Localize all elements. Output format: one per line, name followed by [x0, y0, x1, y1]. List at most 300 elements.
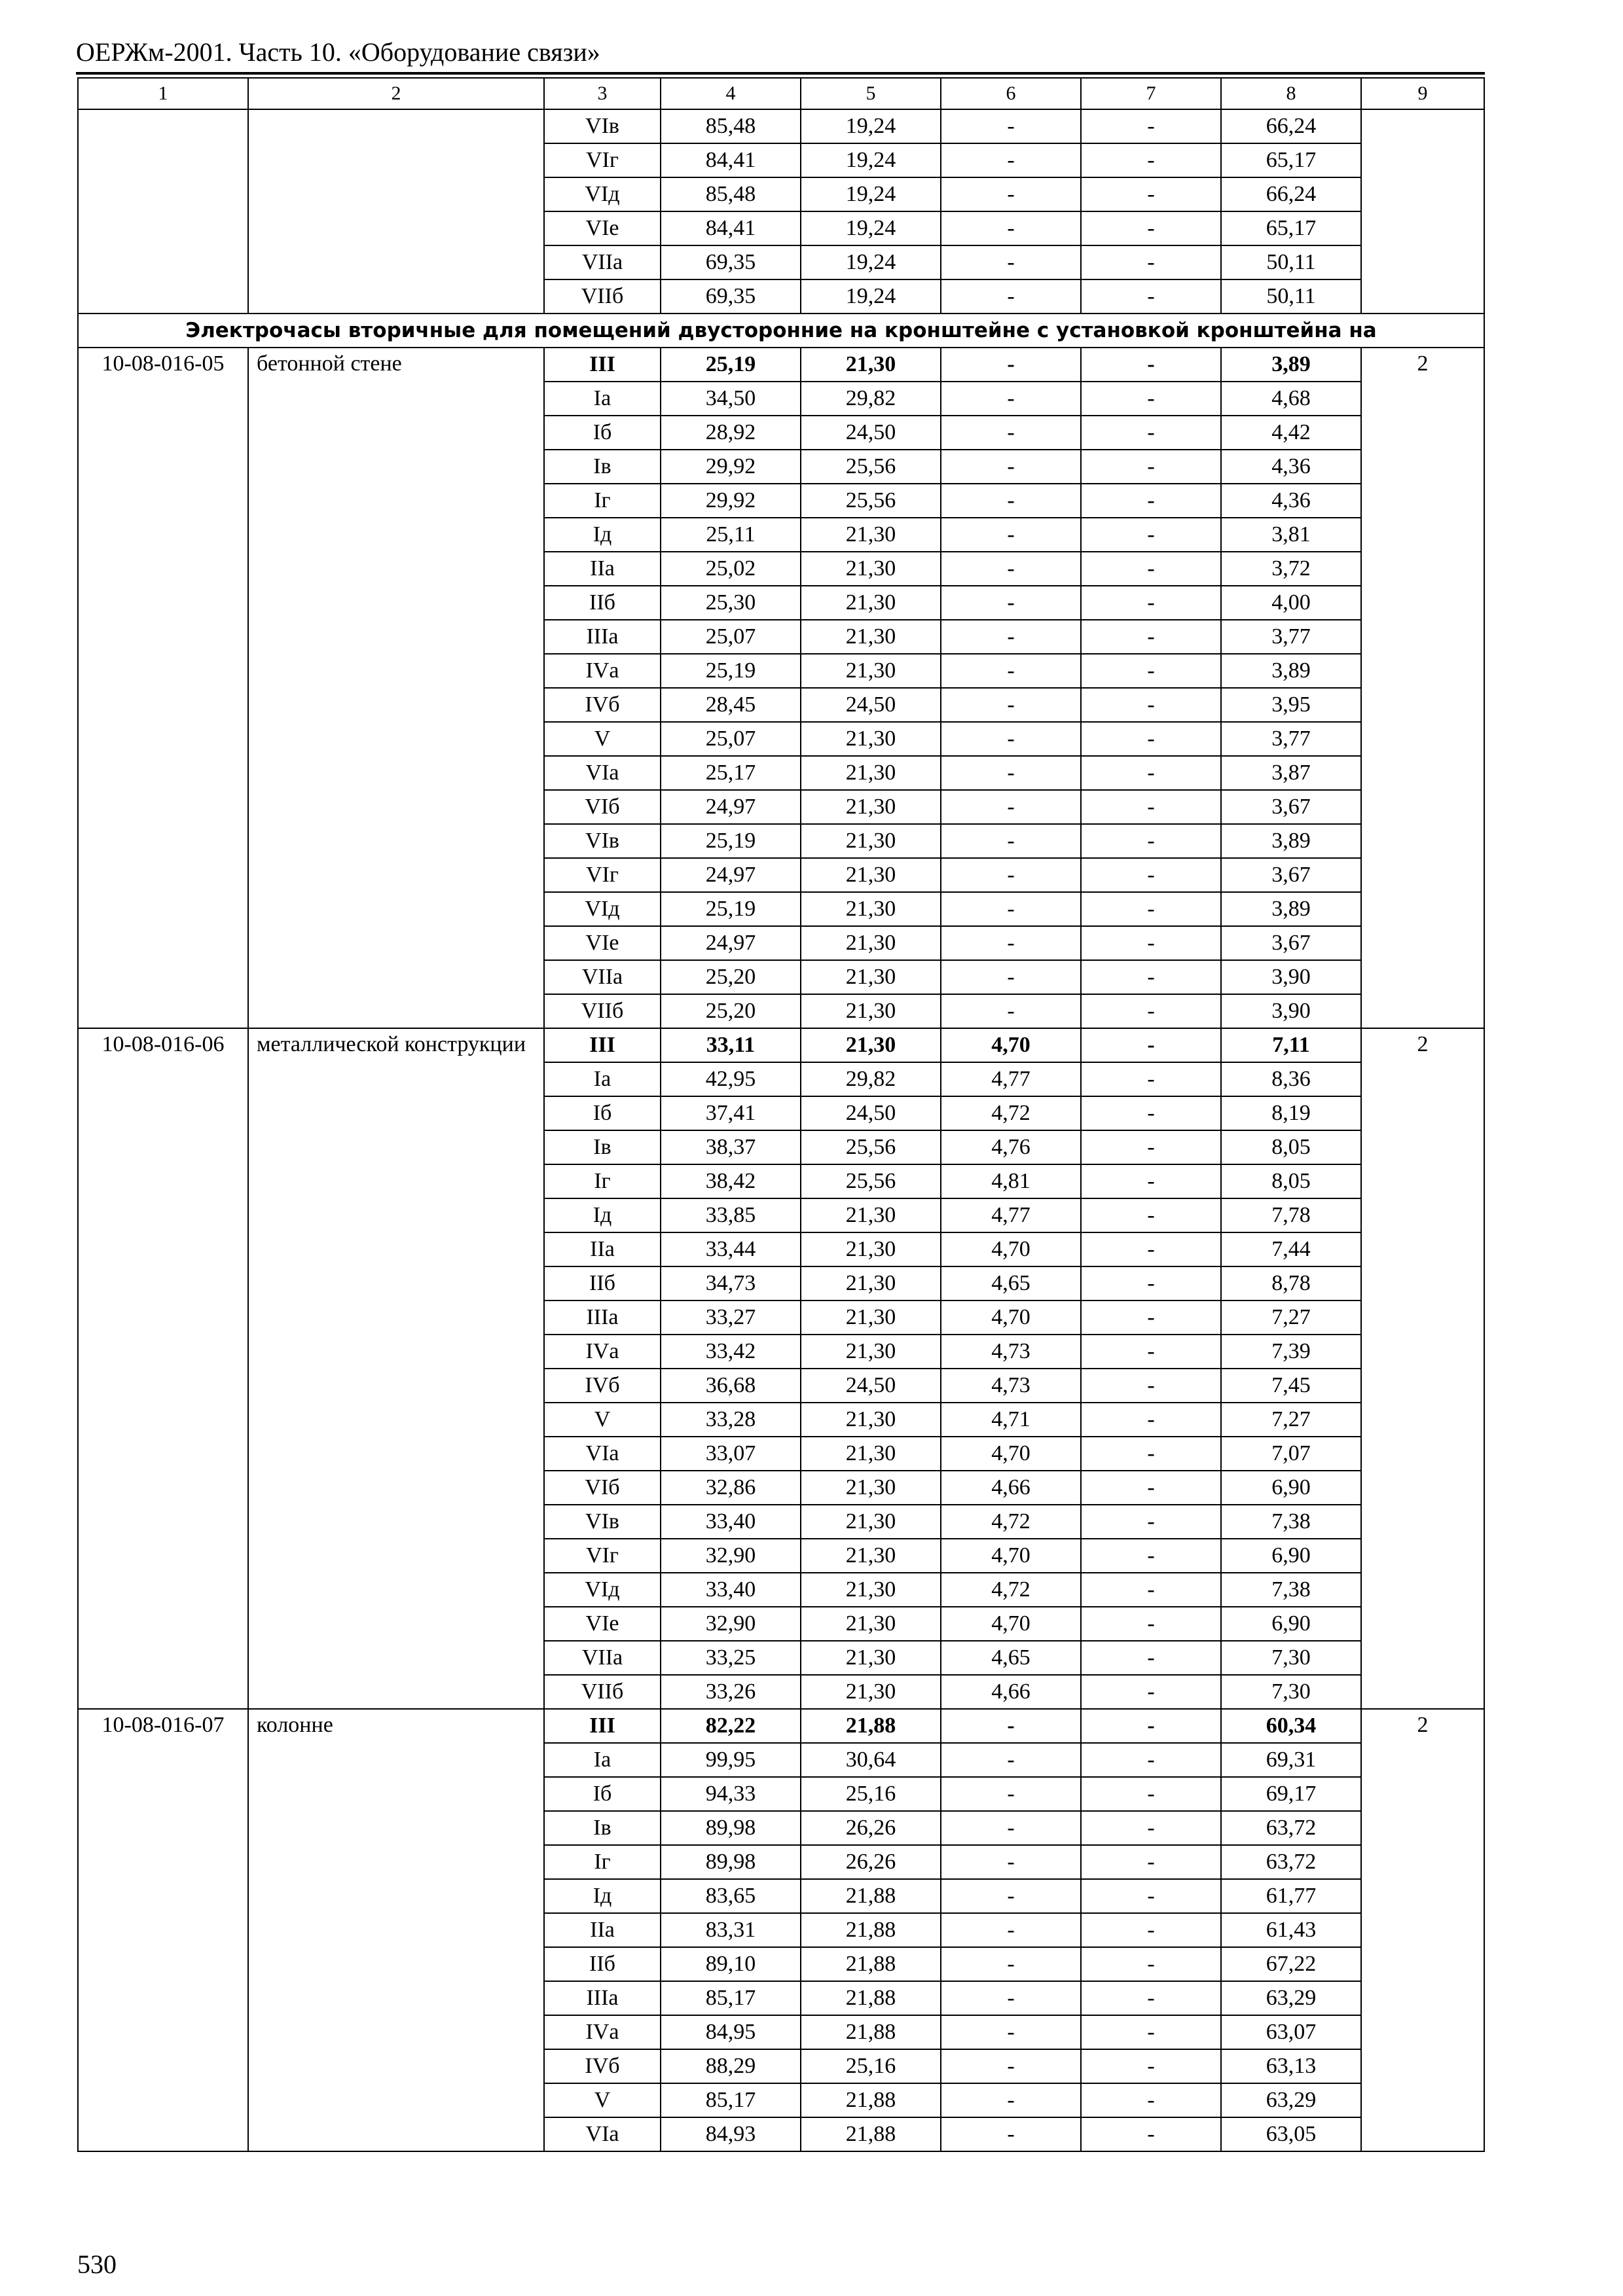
materials-cost-cell: 63,72: [1221, 1845, 1361, 1879]
wages-cell: 21,30: [801, 960, 941, 994]
zone-cell: VIг: [544, 143, 661, 177]
machine-cost-cell: 4,77: [941, 1198, 1081, 1232]
wages-cell: 25,56: [801, 450, 941, 484]
total-cost-cell: 84,41: [661, 211, 801, 245]
materials-cost-cell: 4,68: [1221, 382, 1361, 416]
zone-cell: Iд: [544, 518, 661, 552]
total-cost-cell: 28,45: [661, 688, 801, 722]
section-title-row: [78, 314, 1484, 348]
total-cost-cell: 32,90: [661, 1607, 801, 1641]
machinist-wages-cell: -: [1081, 960, 1221, 994]
machinist-wages-cell: -: [1081, 416, 1221, 450]
zone-cell: III: [544, 1028, 661, 1062]
wages-cell: 25,56: [801, 1130, 941, 1164]
total-cost-cell: 34,50: [661, 382, 801, 416]
materials-cost-cell: 63,05: [1221, 2117, 1361, 2151]
materials-cost-cell: 3,67: [1221, 790, 1361, 824]
machinist-wages-cell: -: [1081, 1062, 1221, 1096]
machine-cost-cell: -: [941, 1709, 1081, 1743]
materials-cost-cell: 7,44: [1221, 1232, 1361, 1266]
total-cost-cell: 84,41: [661, 143, 801, 177]
total-cost-cell: 25,07: [661, 722, 801, 756]
column-number: 3: [544, 78, 661, 109]
wages-cell: 24,50: [801, 688, 941, 722]
machine-cost-cell: -: [941, 1913, 1081, 1947]
wages-cell: 25,16: [801, 2049, 941, 2083]
total-cost-cell: 33,07: [661, 1437, 801, 1471]
column-number: 8: [1221, 78, 1361, 109]
zone-cell: VIе: [544, 1607, 661, 1641]
machine-cost-cell: -: [941, 416, 1081, 450]
zone-cell: IIIа: [544, 1300, 661, 1335]
wages-cell: 21,30: [801, 654, 941, 688]
zone-cell: VIд: [544, 892, 661, 926]
zone-cell: Iб: [544, 416, 661, 450]
zone-cell: IIб: [544, 1266, 661, 1300]
total-cost-cell: 25,19: [661, 824, 801, 858]
wages-cell: 21,30: [801, 790, 941, 824]
machinist-wages-cell: -: [1081, 1777, 1221, 1811]
total-cost-cell: 29,92: [661, 484, 801, 518]
note-cell: 2: [1361, 1709, 1484, 2151]
machine-cost-cell: -: [941, 892, 1081, 926]
machinist-wages-cell: -: [1081, 620, 1221, 654]
note-cell: 2: [1361, 1028, 1484, 1709]
machinist-wages-cell: -: [1081, 1675, 1221, 1709]
materials-cost-cell: 3,77: [1221, 722, 1361, 756]
table-row: [78, 1028, 1484, 1062]
machinist-wages-cell: -: [1081, 756, 1221, 790]
machine-cost-cell: 4,72: [941, 1505, 1081, 1539]
zone-cell: V: [544, 722, 661, 756]
machine-cost-cell: -: [941, 348, 1081, 382]
total-cost-cell: 69,35: [661, 245, 801, 279]
zone-cell: VIIа: [544, 245, 661, 279]
zone-cell: VIв: [544, 1505, 661, 1539]
machine-cost-cell: -: [941, 450, 1081, 484]
machine-cost-cell: -: [941, 143, 1081, 177]
machine-cost-cell: 4,66: [941, 1471, 1081, 1505]
materials-cost-cell: 4,00: [1221, 586, 1361, 620]
wages-cell: 21,30: [801, 552, 941, 586]
materials-cost-cell: 7,78: [1221, 1198, 1361, 1232]
zone-cell: IIIа: [544, 1981, 661, 2015]
total-cost-cell: 69,35: [661, 279, 801, 314]
machinist-wages-cell: -: [1081, 1913, 1221, 1947]
machinist-wages-cell: -: [1081, 2083, 1221, 2117]
total-cost-cell: 25,17: [661, 756, 801, 790]
machine-cost-cell: -: [941, 109, 1081, 143]
machine-cost-cell: -: [941, 756, 1081, 790]
wages-cell: 21,88: [801, 1879, 941, 1913]
total-cost-cell: 25,02: [661, 552, 801, 586]
column-number-row: [78, 78, 1484, 109]
zone-cell: VIIб: [544, 1675, 661, 1709]
zone-cell: V: [544, 1403, 661, 1437]
column-number: 6: [941, 78, 1081, 109]
materials-cost-cell: 63,07: [1221, 2015, 1361, 2049]
total-cost-cell: 25,07: [661, 620, 801, 654]
zone-cell: IIб: [544, 586, 661, 620]
zone-cell: Iб: [544, 1777, 661, 1811]
total-cost-cell: 33,44: [661, 1232, 801, 1266]
total-cost-cell: 89,98: [661, 1811, 801, 1845]
machinist-wages-cell: -: [1081, 1607, 1221, 1641]
machine-cost-cell: -: [941, 960, 1081, 994]
wages-cell: 29,82: [801, 382, 941, 416]
total-cost-cell: 33,26: [661, 1675, 801, 1709]
machine-cost-cell: 4,71: [941, 1403, 1081, 1437]
machinist-wages-cell: -: [1081, 858, 1221, 892]
zone-cell: Iб: [544, 1096, 661, 1130]
zone-cell: III: [544, 1709, 661, 1743]
machinist-wages-cell: -: [1081, 722, 1221, 756]
wages-cell: 21,30: [801, 1266, 941, 1300]
total-cost-cell: 84,93: [661, 2117, 801, 2151]
description-cell: [248, 109, 544, 314]
machine-cost-cell: -: [941, 484, 1081, 518]
materials-cost-cell: 69,31: [1221, 1743, 1361, 1777]
materials-cost-cell: 6,90: [1221, 1471, 1361, 1505]
wages-cell: 21,30: [801, 892, 941, 926]
materials-cost-cell: 61,43: [1221, 1913, 1361, 1947]
note-cell: [1361, 109, 1484, 314]
machinist-wages-cell: -: [1081, 1335, 1221, 1369]
zone-cell: Iв: [544, 450, 661, 484]
total-cost-cell: 29,92: [661, 450, 801, 484]
materials-cost-cell: 6,90: [1221, 1539, 1361, 1573]
machine-cost-cell: -: [941, 2015, 1081, 2049]
machinist-wages-cell: -: [1081, 484, 1221, 518]
machine-cost-cell: 4,66: [941, 1675, 1081, 1709]
wages-cell: 19,24: [801, 109, 941, 143]
total-cost-cell: 89,10: [661, 1947, 801, 1981]
total-cost-cell: 42,95: [661, 1062, 801, 1096]
column-number: 5: [801, 78, 941, 109]
wages-cell: 21,30: [801, 1505, 941, 1539]
materials-cost-cell: 3,77: [1221, 620, 1361, 654]
materials-cost-cell: 61,77: [1221, 1879, 1361, 1913]
wages-cell: 21,30: [801, 1300, 941, 1335]
machinist-wages-cell: -: [1081, 688, 1221, 722]
machinist-wages-cell: -: [1081, 1096, 1221, 1130]
price-table: [77, 77, 1485, 2152]
materials-cost-cell: 3,89: [1221, 348, 1361, 382]
materials-cost-cell: 3,89: [1221, 892, 1361, 926]
wages-cell: 21,30: [801, 620, 941, 654]
zone-cell: Iа: [544, 1743, 661, 1777]
materials-cost-cell: 3,90: [1221, 994, 1361, 1028]
machine-cost-cell: -: [941, 858, 1081, 892]
materials-cost-cell: 8,05: [1221, 1164, 1361, 1198]
machine-cost-cell: -: [941, 1845, 1081, 1879]
zone-cell: Iд: [544, 1198, 661, 1232]
materials-cost-cell: 4,36: [1221, 484, 1361, 518]
total-cost-cell: 25,19: [661, 348, 801, 382]
wages-cell: 21,30: [801, 1539, 941, 1573]
column-number: 2: [248, 78, 544, 109]
total-cost-cell: 89,98: [661, 1845, 801, 1879]
zone-cell: VIб: [544, 1471, 661, 1505]
wages-cell: 21,88: [801, 2083, 941, 2117]
machine-cost-cell: 4,65: [941, 1641, 1081, 1675]
total-cost-cell: 24,97: [661, 858, 801, 892]
machinist-wages-cell: -: [1081, 382, 1221, 416]
machine-cost-cell: -: [941, 2117, 1081, 2151]
zone-cell: Iв: [544, 1130, 661, 1164]
header-rule: [76, 72, 1485, 75]
machine-cost-cell: -: [941, 790, 1081, 824]
machinist-wages-cell: -: [1081, 1266, 1221, 1300]
materials-cost-cell: 3,90: [1221, 960, 1361, 994]
materials-cost-cell: 8,19: [1221, 1096, 1361, 1130]
machinist-wages-cell: -: [1081, 1845, 1221, 1879]
note-cell: 2: [1361, 348, 1484, 1028]
materials-cost-cell: 69,17: [1221, 1777, 1361, 1811]
total-cost-cell: 33,40: [661, 1505, 801, 1539]
wages-cell: 30,64: [801, 1743, 941, 1777]
machine-cost-cell: -: [941, 552, 1081, 586]
machinist-wages-cell: -: [1081, 1811, 1221, 1845]
total-cost-cell: 82,22: [661, 1709, 801, 1743]
wages-cell: 21,30: [801, 994, 941, 1028]
total-cost-cell: 83,65: [661, 1879, 801, 1913]
machinist-wages-cell: -: [1081, 926, 1221, 960]
machine-cost-cell: -: [941, 382, 1081, 416]
total-cost-cell: 85,17: [661, 2083, 801, 2117]
total-cost-cell: 83,31: [661, 1913, 801, 1947]
machine-cost-cell: 4,70: [941, 1028, 1081, 1062]
materials-cost-cell: 7,38: [1221, 1505, 1361, 1539]
table-row: [78, 1709, 1484, 1743]
total-cost-cell: 36,68: [661, 1369, 801, 1403]
materials-cost-cell: 63,72: [1221, 1811, 1361, 1845]
machinist-wages-cell: -: [1081, 892, 1221, 926]
materials-cost-cell: 8,78: [1221, 1266, 1361, 1300]
machine-cost-cell: -: [941, 1879, 1081, 1913]
wages-cell: 19,24: [801, 211, 941, 245]
machinist-wages-cell: -: [1081, 177, 1221, 211]
machine-cost-cell: 4,70: [941, 1300, 1081, 1335]
table-row: [78, 109, 1484, 143]
wages-cell: 21,30: [801, 1028, 941, 1062]
wages-cell: 19,24: [801, 245, 941, 279]
materials-cost-cell: 3,87: [1221, 756, 1361, 790]
zone-cell: IVа: [544, 1335, 661, 1369]
column-number: 9: [1361, 78, 1484, 109]
wages-cell: 21,88: [801, 1981, 941, 2015]
zone-cell: VIг: [544, 1539, 661, 1573]
machine-cost-cell: -: [941, 518, 1081, 552]
column-number: 1: [78, 78, 248, 109]
description-cell: бетонной стене: [248, 348, 544, 1028]
machinist-wages-cell: -: [1081, 654, 1221, 688]
total-cost-cell: 88,29: [661, 2049, 801, 2083]
machinist-wages-cell: -: [1081, 1709, 1221, 1743]
total-cost-cell: 25,11: [661, 518, 801, 552]
wages-cell: 21,30: [801, 1675, 941, 1709]
machine-cost-cell: -: [941, 2049, 1081, 2083]
zone-cell: Iа: [544, 382, 661, 416]
zone-cell: VIе: [544, 926, 661, 960]
total-cost-cell: 25,20: [661, 994, 801, 1028]
machine-cost-cell: -: [941, 994, 1081, 1028]
materials-cost-cell: 3,81: [1221, 518, 1361, 552]
machinist-wages-cell: -: [1081, 1164, 1221, 1198]
machinist-wages-cell: -: [1081, 1471, 1221, 1505]
materials-cost-cell: 3,89: [1221, 654, 1361, 688]
machinist-wages-cell: -: [1081, 1198, 1221, 1232]
machinist-wages-cell: -: [1081, 1300, 1221, 1335]
description-cell: металлической конструкции: [248, 1028, 544, 1709]
zone-cell: IVа: [544, 2015, 661, 2049]
wages-cell: 29,82: [801, 1062, 941, 1096]
zone-cell: VIIб: [544, 279, 661, 314]
zone-cell: VIг: [544, 858, 661, 892]
materials-cost-cell: 8,05: [1221, 1130, 1361, 1164]
machinist-wages-cell: -: [1081, 1539, 1221, 1573]
machinist-wages-cell: -: [1081, 790, 1221, 824]
machinist-wages-cell: -: [1081, 518, 1221, 552]
wages-cell: 21,30: [801, 926, 941, 960]
materials-cost-cell: 65,17: [1221, 143, 1361, 177]
wages-cell: 21,88: [801, 2015, 941, 2049]
machinist-wages-cell: -: [1081, 109, 1221, 143]
zone-cell: Iг: [544, 1164, 661, 1198]
machine-cost-cell: 4,70: [941, 1539, 1081, 1573]
wages-cell: 21,30: [801, 858, 941, 892]
machinist-wages-cell: -: [1081, 279, 1221, 314]
wages-cell: 21,30: [801, 1641, 941, 1675]
machine-cost-cell: 4,77: [941, 1062, 1081, 1096]
materials-cost-cell: 3,67: [1221, 926, 1361, 960]
zone-cell: VIв: [544, 109, 661, 143]
machinist-wages-cell: -: [1081, 2015, 1221, 2049]
machine-cost-cell: -: [941, 722, 1081, 756]
machinist-wages-cell: -: [1081, 2117, 1221, 2151]
total-cost-cell: 28,92: [661, 416, 801, 450]
machine-cost-cell: -: [941, 1743, 1081, 1777]
machinist-wages-cell: -: [1081, 1641, 1221, 1675]
code-cell: 10-08-016-05: [78, 348, 248, 1028]
machinist-wages-cell: -: [1081, 2049, 1221, 2083]
wages-cell: 21,30: [801, 586, 941, 620]
machinist-wages-cell: -: [1081, 1947, 1221, 1981]
machine-cost-cell: -: [941, 1981, 1081, 2015]
machinist-wages-cell: -: [1081, 1232, 1221, 1266]
wages-cell: 21,30: [801, 348, 941, 382]
zone-cell: IVа: [544, 654, 661, 688]
zone-cell: VIа: [544, 2117, 661, 2151]
wages-cell: 21,30: [801, 1573, 941, 1607]
machine-cost-cell: -: [941, 279, 1081, 314]
wages-cell: 25,56: [801, 1164, 941, 1198]
machinist-wages-cell: -: [1081, 824, 1221, 858]
total-cost-cell: 33,11: [661, 1028, 801, 1062]
total-cost-cell: 24,97: [661, 790, 801, 824]
wages-cell: 21,30: [801, 1471, 941, 1505]
machine-cost-cell: -: [941, 824, 1081, 858]
machine-cost-cell: -: [941, 1777, 1081, 1811]
zone-cell: VIIб: [544, 994, 661, 1028]
machinist-wages-cell: -: [1081, 1028, 1221, 1062]
machinist-wages-cell: -: [1081, 348, 1221, 382]
total-cost-cell: 85,48: [661, 177, 801, 211]
machine-cost-cell: -: [941, 654, 1081, 688]
total-cost-cell: 33,85: [661, 1198, 801, 1232]
total-cost-cell: 34,73: [661, 1266, 801, 1300]
machine-cost-cell: -: [941, 177, 1081, 211]
machine-cost-cell: 4,73: [941, 1369, 1081, 1403]
materials-cost-cell: 7,11: [1221, 1028, 1361, 1062]
materials-cost-cell: 8,36: [1221, 1062, 1361, 1096]
zone-cell: VIе: [544, 211, 661, 245]
zone-cell: IIа: [544, 552, 661, 586]
wages-cell: 21,30: [801, 518, 941, 552]
column-number: 7: [1081, 78, 1221, 109]
machinist-wages-cell: -: [1081, 1879, 1221, 1913]
zone-cell: VIв: [544, 824, 661, 858]
machine-cost-cell: -: [941, 245, 1081, 279]
zone-cell: Iд: [544, 1879, 661, 1913]
materials-cost-cell: 3,72: [1221, 552, 1361, 586]
zone-cell: VIб: [544, 790, 661, 824]
machine-cost-cell: 4,70: [941, 1437, 1081, 1471]
machinist-wages-cell: -: [1081, 994, 1221, 1028]
materials-cost-cell: 63,29: [1221, 2083, 1361, 2117]
wages-cell: 21,30: [801, 1607, 941, 1641]
zone-cell: IIа: [544, 1232, 661, 1266]
zone-cell: IVб: [544, 2049, 661, 2083]
zone-cell: Iа: [544, 1062, 661, 1096]
machine-cost-cell: 4,73: [941, 1335, 1081, 1369]
wages-cell: 21,88: [801, 1913, 941, 1947]
machine-cost-cell: 4,65: [941, 1266, 1081, 1300]
machinist-wages-cell: -: [1081, 1369, 1221, 1403]
machinist-wages-cell: -: [1081, 245, 1221, 279]
code-cell: [78, 109, 248, 314]
total-cost-cell: 38,37: [661, 1130, 801, 1164]
total-cost-cell: 33,28: [661, 1403, 801, 1437]
zone-cell: IIб: [544, 1947, 661, 1981]
total-cost-cell: 37,41: [661, 1096, 801, 1130]
machine-cost-cell: -: [941, 926, 1081, 960]
materials-cost-cell: 65,17: [1221, 211, 1361, 245]
wages-cell: 25,16: [801, 1777, 941, 1811]
wages-cell: 26,26: [801, 1845, 941, 1879]
wages-cell: 19,24: [801, 279, 941, 314]
machinist-wages-cell: -: [1081, 1573, 1221, 1607]
total-cost-cell: 84,95: [661, 2015, 801, 2049]
machine-cost-cell: 4,72: [941, 1573, 1081, 1607]
machinist-wages-cell: -: [1081, 450, 1221, 484]
zone-cell: VIд: [544, 1573, 661, 1607]
total-cost-cell: 33,40: [661, 1573, 801, 1607]
materials-cost-cell: 4,42: [1221, 416, 1361, 450]
zone-cell: Iг: [544, 1845, 661, 1879]
wages-cell: 24,50: [801, 1096, 941, 1130]
wages-cell: 21,30: [801, 1335, 941, 1369]
materials-cost-cell: 4,36: [1221, 450, 1361, 484]
wages-cell: 21,30: [801, 1198, 941, 1232]
total-cost-cell: 33,25: [661, 1641, 801, 1675]
materials-cost-cell: 50,11: [1221, 279, 1361, 314]
machine-cost-cell: 4,70: [941, 1607, 1081, 1641]
machine-cost-cell: -: [941, 1947, 1081, 1981]
zone-cell: IIIа: [544, 620, 661, 654]
description-cell: колонне: [248, 1709, 544, 2151]
materials-cost-cell: 60,34: [1221, 1709, 1361, 1743]
